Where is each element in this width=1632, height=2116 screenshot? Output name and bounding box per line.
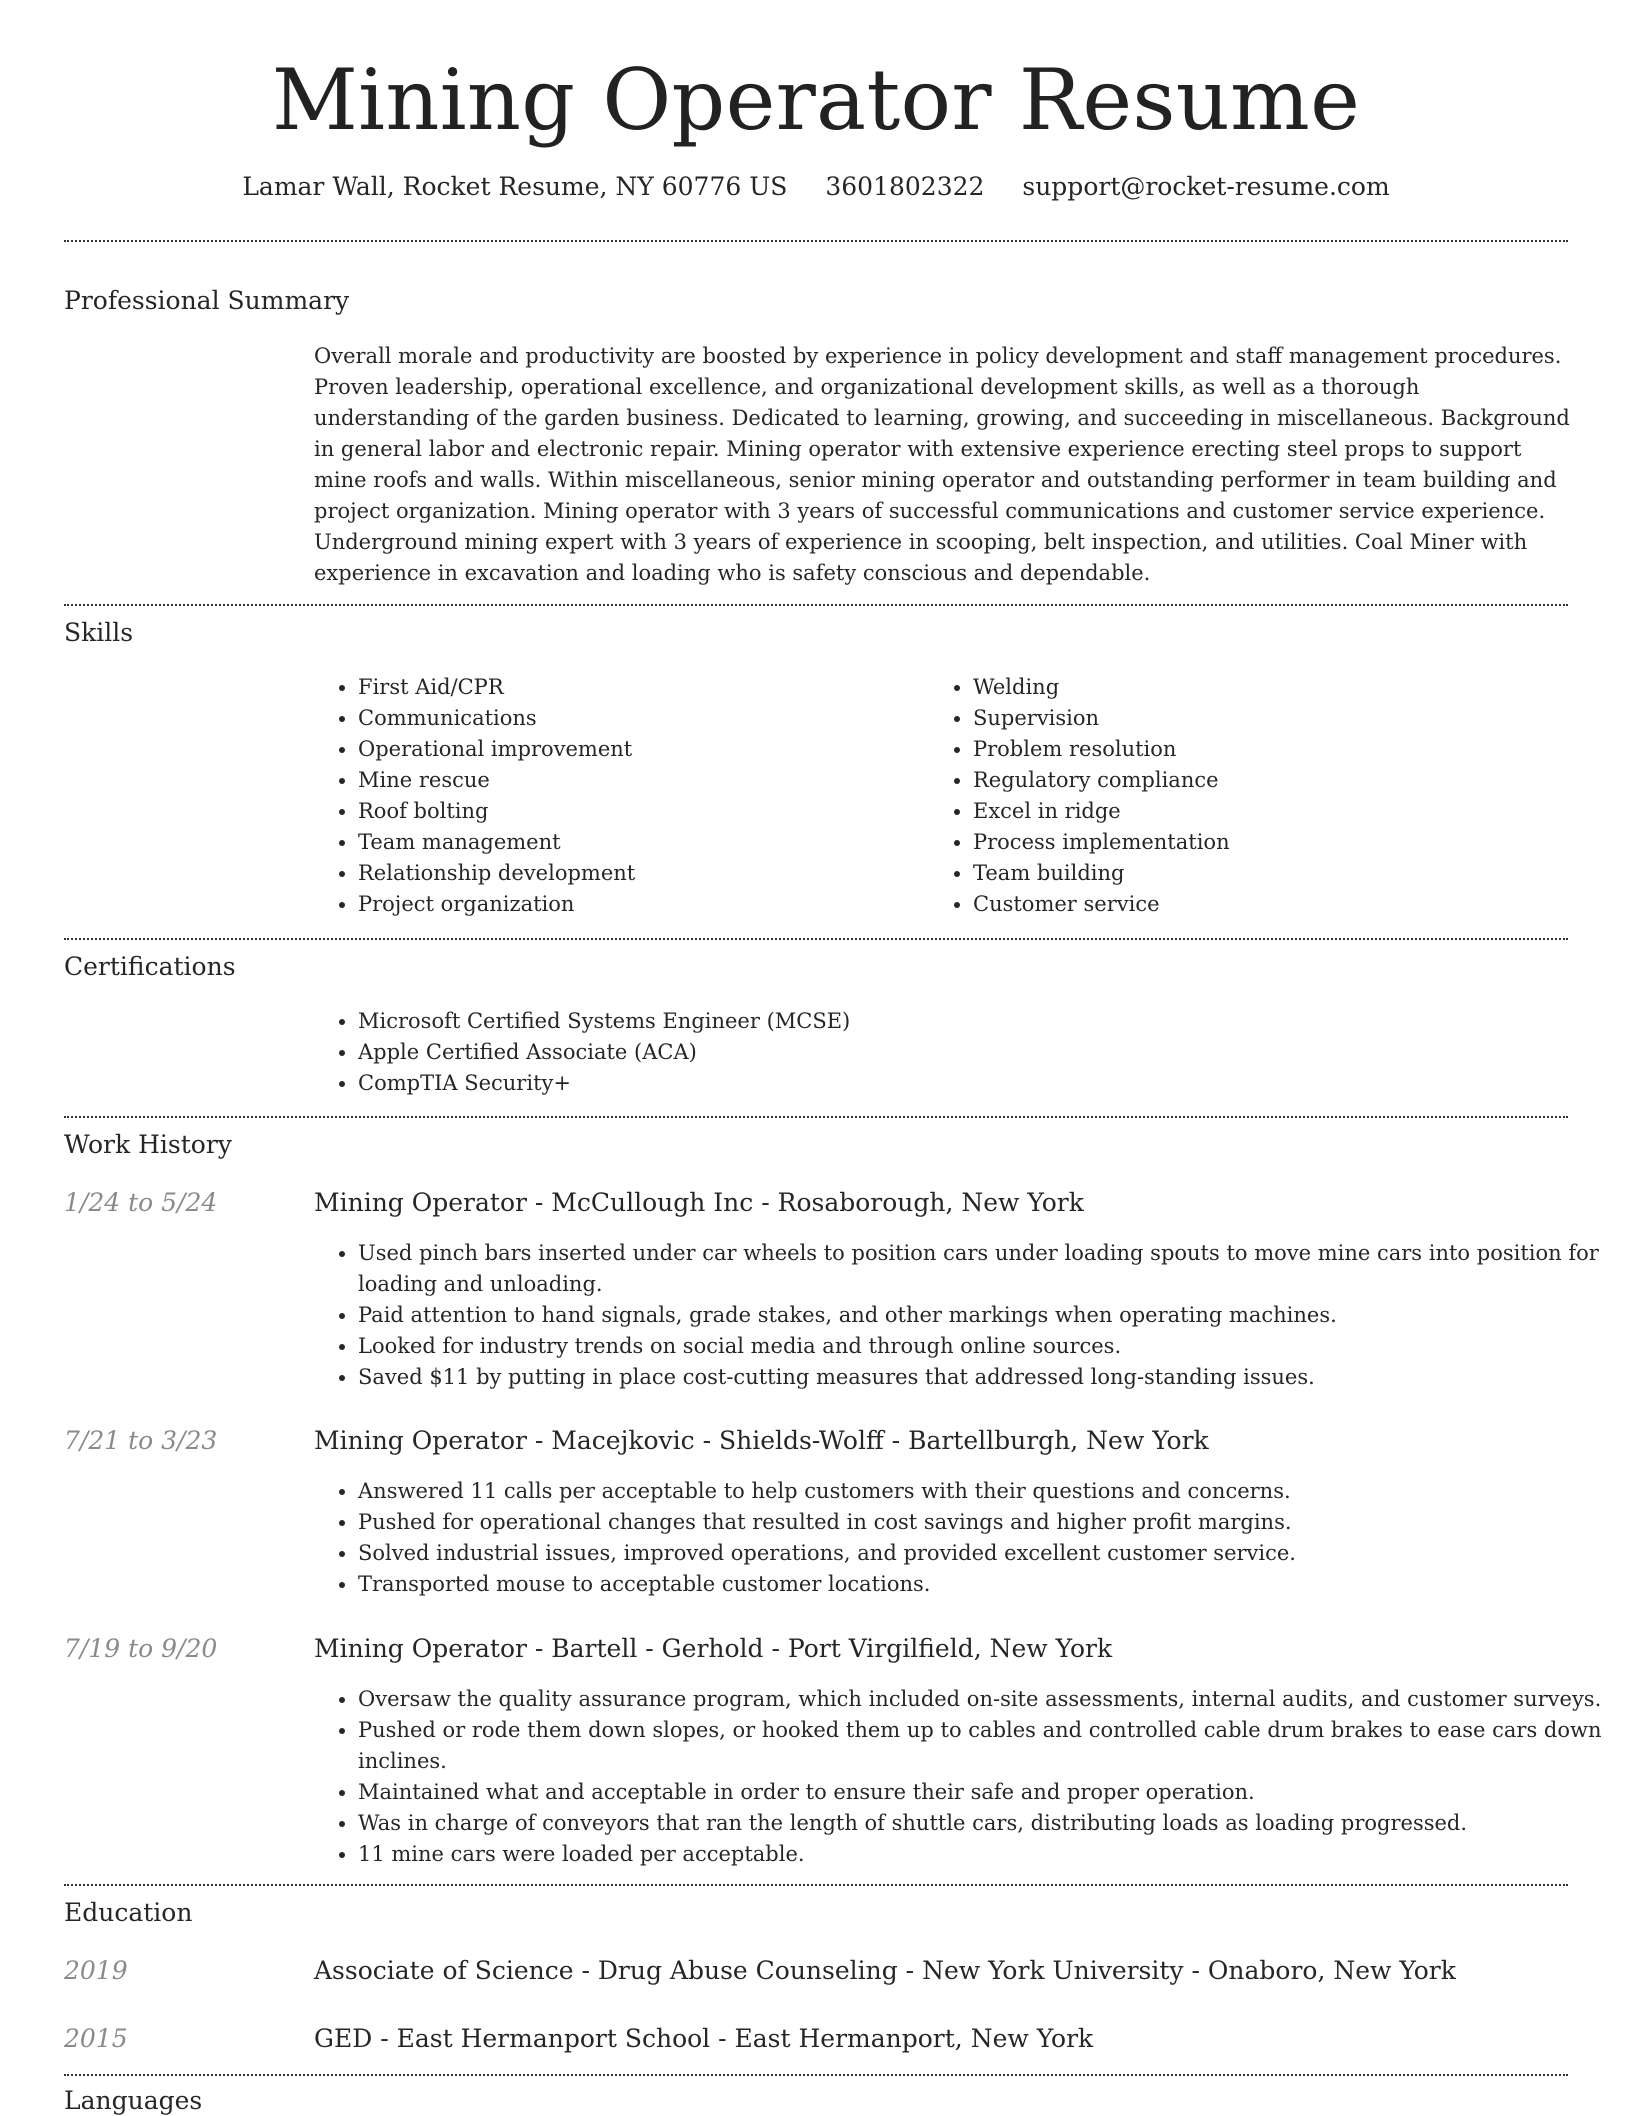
skill-item: • Communications bbox=[358, 703, 918, 734]
skill-item: • Team building bbox=[973, 858, 1573, 889]
job-bullet: • Solved industrial issues, improved operations, and provided excellent customer service. bbox=[358, 1538, 1614, 1569]
skill-item: • Regulatory compliance bbox=[973, 765, 1573, 796]
skill-item: • Team management bbox=[358, 827, 918, 858]
divider bbox=[64, 2074, 1568, 2076]
skill-item: • Operational improvement bbox=[358, 734, 918, 765]
skill-item: • Supervision bbox=[973, 703, 1573, 734]
education-title: GED - East Hermanport School - East Hermanport, New York bbox=[314, 2024, 1094, 2053]
job-bullet: • Looked for industry trends on social media and through online sources. bbox=[358, 1331, 1614, 1362]
certification-item: • CompTIA Security+ bbox=[358, 1068, 1614, 1099]
summary-text: Overall morale and productivity are boosted by experience in policy development and staff management procedures. Proven leadership, operational excellence, and organizational development skills, as well as a thorough understanding of the garden business. Dedicated to learning, growing, and succeeding in miscellaneous. Background in general labor and electronic repair. Mining operator with extensive experience erecting steel props to support mine roofs and walls. Within miscellaneous, senior mining operator and outstanding performer in team building and project organization. Mining operator with 3 years of successful communications and customer service experience. Underground mining expert with 3 years of experience in scooping, belt inspection, and utilities. Coal Miner with experience in excavation and loading who is safety conscious and dependable. bbox=[314, 344, 1570, 585]
skill-item: • Mine rescue bbox=[358, 765, 918, 796]
job-bullet: • Pushed for operational changes that resulted in cost savings and higher profit margins. bbox=[358, 1507, 1614, 1538]
job-bullet: • Oversaw the quality assurance program, which included on-site assessments, internal audits, and customer surveys. bbox=[358, 1684, 1614, 1715]
certifications-list bbox=[314, 1006, 1614, 1099]
contact-address: Lamar Wall, Rocket Resume, NY 60776 US bbox=[242, 172, 788, 201]
skill-item: • Excel in ridge bbox=[973, 796, 1573, 827]
job-title: Mining Operator - McCullough Inc - Rosaborough, New York bbox=[314, 1188, 1084, 1217]
job-dates: 7/19 to 9/20 bbox=[64, 1634, 218, 1663]
skill-item: • Process implementation bbox=[973, 827, 1573, 858]
contact-line bbox=[0, 172, 1632, 202]
education-year: 2019 bbox=[64, 1956, 128, 1985]
skill-item: • Relationship development bbox=[358, 858, 918, 889]
education-title: Associate of Science - Drug Abuse Counseling - New York University - Onaboro, New York bbox=[314, 1956, 1456, 1985]
job-bullet: • Saved $11 by putting in place cost-cutting measures that addressed long-standing issues. bbox=[358, 1362, 1614, 1393]
divider bbox=[64, 1884, 1568, 1886]
skills-list-left bbox=[314, 672, 918, 920]
contact-phone: 3601802322 bbox=[825, 172, 985, 201]
section-title-certifications: Certifications bbox=[64, 952, 236, 981]
section-title-summary: Professional Summary bbox=[64, 286, 350, 315]
divider bbox=[64, 604, 1568, 606]
skill-item: • Project organization bbox=[358, 889, 918, 920]
job-title: Mining Operator - Macejkovic - Shields-Wolff - Bartellburgh, New York bbox=[314, 1426, 1209, 1455]
job-bullet: • 11 mine cars were loaded per acceptable. bbox=[358, 1839, 1614, 1870]
skill-item: • Roof bolting bbox=[358, 796, 918, 827]
resume-title: Mining Operator Resume bbox=[271, 51, 1361, 149]
divider bbox=[64, 938, 1568, 940]
job-title: Mining Operator - Bartell - Gerhold - Port Virgilfield, New York bbox=[314, 1634, 1113, 1663]
job-bullet: • Answered 11 calls per acceptable to help customers with their questions and concerns. bbox=[358, 1476, 1614, 1507]
divider bbox=[64, 240, 1568, 242]
job-bullets bbox=[314, 1238, 1614, 1393]
job-bullet: • Transported mouse to acceptable customer locations. bbox=[358, 1569, 1614, 1600]
section-title-work-history: Work History bbox=[64, 1130, 232, 1159]
job-dates: 7/21 to 3/23 bbox=[64, 1426, 218, 1455]
job-bullet: • Used pinch bars inserted under car wheels to position cars under loading spouts to move mine cars into position for loading and unloading. bbox=[358, 1238, 1614, 1300]
job-bullet: • Was in charge of conveyors that ran the length of shuttle cars, distributing loads as loading progressed. bbox=[358, 1808, 1614, 1839]
divider bbox=[64, 1116, 1568, 1118]
skill-item: • Problem resolution bbox=[973, 734, 1573, 765]
skills-list-right bbox=[929, 672, 1573, 920]
section-title-skills: Skills bbox=[64, 618, 134, 647]
job-bullet: • Paid attention to hand signals, grade stakes, and other markings when operating machines. bbox=[358, 1300, 1614, 1331]
certification-item: • Microsoft Certified Systems Engineer (MCSE) bbox=[358, 1006, 1614, 1037]
contact-email: support@rocket-resume.com bbox=[1022, 172, 1390, 201]
skill-item: • First Aid/CPR bbox=[358, 672, 918, 703]
job-bullet: • Maintained what and acceptable in order to ensure their safe and proper operation. bbox=[358, 1777, 1614, 1808]
job-bullets bbox=[314, 1476, 1614, 1600]
education-year: 2015 bbox=[64, 2024, 128, 2053]
job-dates: 1/24 to 5/24 bbox=[64, 1188, 218, 1217]
job-bullets bbox=[314, 1684, 1614, 1870]
section-title-languages: Languages bbox=[64, 2086, 203, 2115]
skill-item: • Welding bbox=[973, 672, 1573, 703]
certification-item: • Apple Certified Associate (ACA) bbox=[358, 1037, 1614, 1068]
skill-item: • Customer service bbox=[973, 889, 1573, 920]
job-bullet: • Pushed or rode them down slopes, or hooked them up to cables and controlled cable drum brakes to ease cars down inclines. bbox=[358, 1715, 1614, 1777]
section-title-education: Education bbox=[64, 1898, 193, 1927]
